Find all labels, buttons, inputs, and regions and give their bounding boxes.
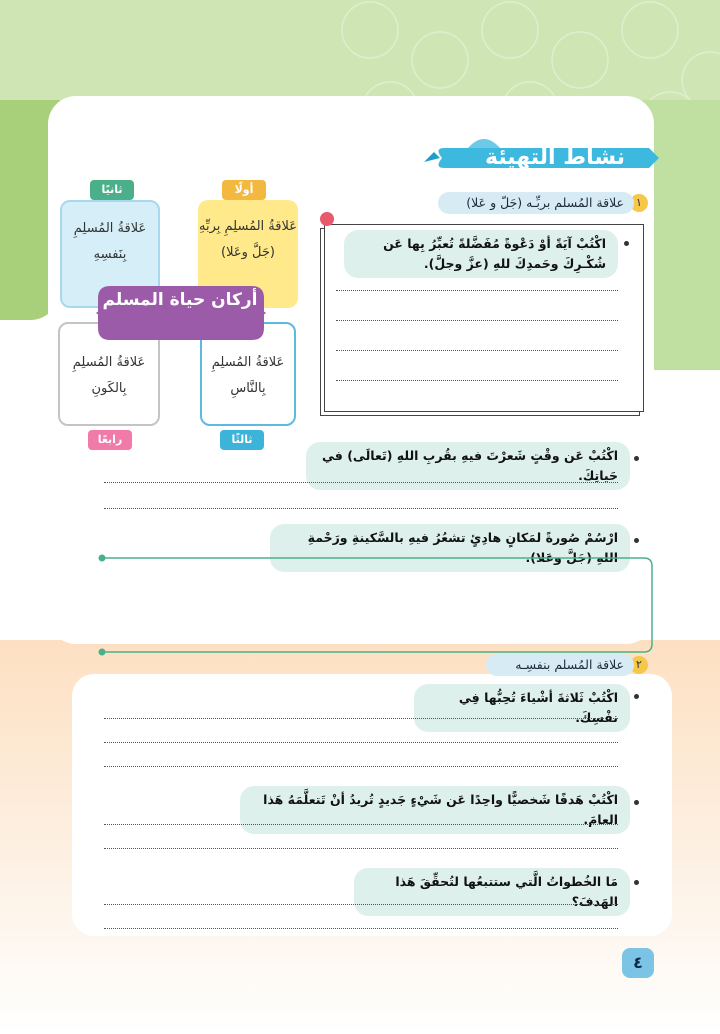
answer-line[interactable] (336, 320, 618, 321)
pillar-tab: أولًا (222, 180, 266, 200)
bullet-icon (634, 456, 639, 461)
bullet-icon (634, 800, 639, 805)
answer-line[interactable] (104, 718, 618, 719)
page-title: نشاط التهيئة (484, 145, 626, 170)
pillar-box: عَلاقةُ المُسلِمِ بِالنَّاسِ (200, 322, 296, 426)
pillar-tab: ثالثًا (220, 430, 264, 450)
answer-line[interactable] (336, 380, 618, 381)
bullet-icon (634, 538, 639, 543)
answer-line[interactable] (104, 482, 618, 483)
bullet-icon (624, 241, 629, 246)
question-text: مَا الخُطواتُ الَّتي ستتبعُها لتُحقِّقَ هَذا الهَدفَ؟ (354, 868, 630, 916)
bullet-icon (634, 880, 639, 885)
section-title: علاقة المُسلم بربِّـه (جَلّ و عَلا) (438, 192, 634, 214)
answer-line[interactable] (104, 824, 618, 825)
question-text: اكْتُبْ آيَةً أوْ دَعْوةً مُفَضَّلةً تُعبِّرُ بِها عَن شُكْـرِكَ وحَمدِكَ للهِ (عزَّ وجلَّ). (344, 230, 618, 278)
pillar-box: عَلاقةُ المُسلِمِ بِربِّهِ (جَلَّ وعَلا) (198, 200, 298, 308)
question-text: اكْتُبْ عَن وقْتٍ شَعرْتَ فيهِ بقُربِ اللهِ (تَعالَى) في حَياتِكَ. (306, 442, 630, 490)
answer-line[interactable] (104, 766, 618, 767)
drawing-area-frame[interactable] (96, 552, 658, 658)
pin-icon (320, 212, 334, 226)
answer-line[interactable] (104, 508, 618, 509)
pillars-center-title: أركان حياة المسلم (102, 290, 258, 310)
question-text: اكْتُبْ هَدفًا شَخصيًّا واحِدًا عَن شَيْءٍ جَديدٍ تُريدُ أنْ تَتعلَّمَهُ هَذا العامَ. (240, 786, 630, 834)
section-number: ١ (630, 194, 648, 212)
answer-line[interactable] (336, 350, 618, 351)
pillar-tab: ثانيًا (90, 180, 134, 200)
question-text: ارْسُمْ صُورةً لمَكانٍ هادِئٍ تشعُرُ فيهِ بالسَّكينةِ ورَحْمةِ اللهِ (جَلَّ وعَلا). (270, 524, 630, 572)
section-number: ٢ (630, 656, 648, 674)
answer-line[interactable] (104, 742, 618, 743)
answer-line[interactable] (104, 848, 618, 849)
question-text: اكْتُبْ ثَلاثةَ أشْياءَ تُحِبُّها فِي نفْسِكَ. (414, 684, 630, 732)
answer-line[interactable] (336, 290, 618, 291)
bullet-icon (634, 694, 639, 699)
answer-line[interactable] (104, 904, 618, 905)
section-title: علاقة المُسلم بنفسِـه (486, 654, 634, 676)
pillar-tab: رابعًا (88, 430, 132, 450)
page-number: ٤ (622, 948, 654, 978)
answer-line[interactable] (104, 928, 618, 929)
pillar-box: عَلاقةُ المُسلِمِ بِنَفسِهِ (60, 200, 160, 308)
pillar-box: عَلاقةُ المُسلِمِ بِالكَونِ (58, 322, 160, 426)
